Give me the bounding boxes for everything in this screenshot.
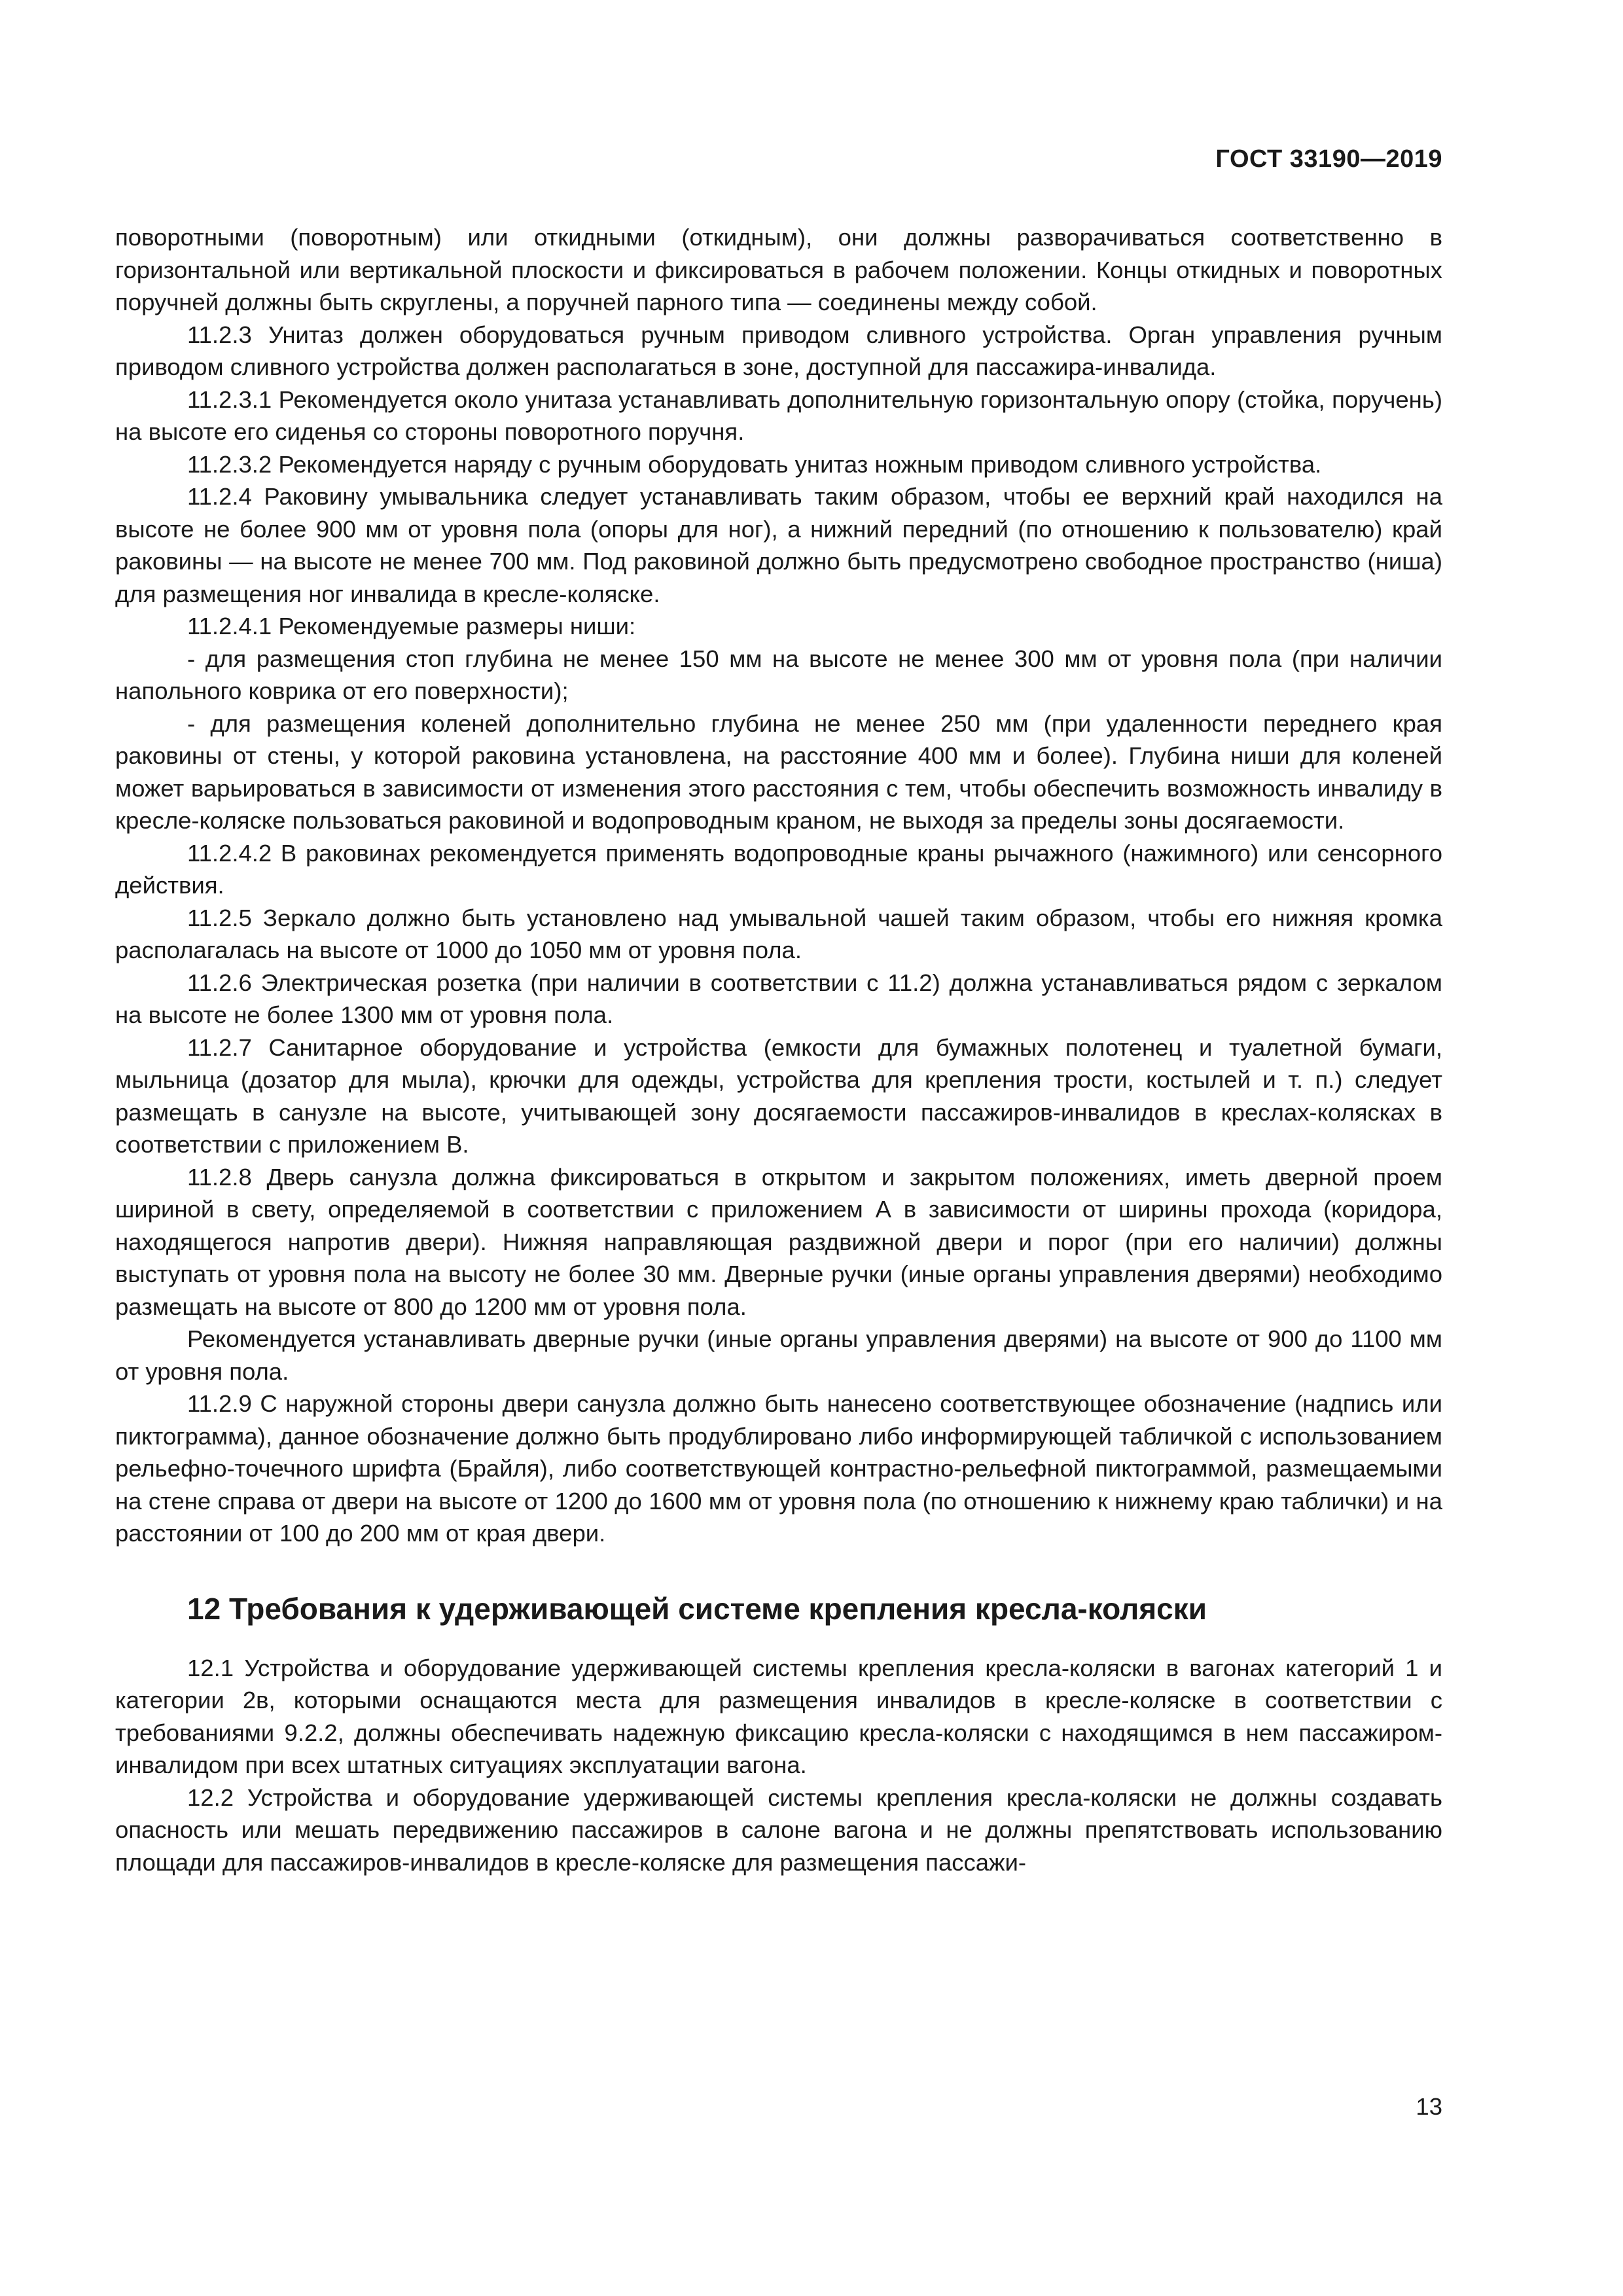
clause-11-2-6: 11.2.6 Электрическая розетка (при наличии в соответствии с 11.2) должна устанавливаться рядом с зеркалом на высоте не более 1300 мм от уровня пола. (115, 969, 1442, 1028)
page-number: 13 (1416, 2093, 1442, 2120)
clause-11-2-8-recommendation: Рекомендуется устанавливать дверные ручки (иные органы управления дверями) на высоте от 900 до 1100 мм от уровня пола. (115, 1325, 1442, 1385)
clause-11-2-4-1: 11.2.4.1 Рекомендуемые размеры ниши: (187, 613, 636, 639)
list-item-feet: - для размещения стоп глубина не менее 150 мм на высоте не менее 300 мм от уровня пола (при наличии напольного коврика от его поверхности); (115, 645, 1442, 704)
clause-11-2-4: 11.2.4 Раковину умывальника следует устанавливать таким образом, чтобы ее верхний край находился на высоте не более 900 мм от уровня пола (опоры для ног), а нижний передний (по отношению к пользователю) край раковины — на высоте не менее 700 мм. Под раковиной должно быть предусмотрено свободное пространство (ниша) для размещения ног инвалида в кресле-коляске. (115, 483, 1442, 607)
clause-11-2-8: 11.2.8 Дверь санузла должна фиксироваться в открытом и закрытом положениях, иметь дверной проем шириной в свету, определяемой в соответствии с приложением А в зависимости от ширины прохода (коридора, находящегося напротив двери). Нижняя направляющая раздвижной двери и порог (при его наличии) должны выступать от уровня пола на высоту не более 30 мм. Дверные ручки (иные органы управления дверями) необходимо размещать на высоте от 800 до 1200 мм от уровня пола. (115, 1163, 1442, 1320)
section-12-heading: 12 Требования к удерживающей системе крепления кресла-коляски (187, 1591, 1207, 1626)
clause-11-2-4-2: 11.2.4.2 В раковинах рекомендуется применять водопроводные краны рычажного (нажимного) или сенсорного действия. (115, 839, 1442, 899)
clause-11-2-3-1: 11.2.3.1 Рекомендуется около унитаза устанавливать дополнительную горизонтальную опору (стойка, поручень) на высоте его сиденья со стороны поворотного поручня. (115, 386, 1442, 445)
list-item-knees: - для размещения коленей дополнительно глубина не менее 250 мм (при удаленности переднего края раковины от стены, у которой раковина установлена, на расстояние 400 мм и более). Глубина ниши для коленей может варьироваться в зависимости от изменения этого расстояния с тем, чтобы обеспечить возможность инвалиду в кресле-коляске пользоваться раковиной и водопроводным краном, не выходя за пределы зоны досягаемости. (115, 709, 1442, 834)
clause-11-2-5: 11.2.5 Зеркало должно быть установлено над умывальной чашей таким образом, чтобы его нижняя кромка располагалась на высоте от 1000 до 1050 мм от уровня пола. (115, 904, 1442, 963)
clause-12-2: 12.2 Устройства и оборудование удерживающей системы крепления кресла-коляски не должны создавать опасность или мешать передвижению пассажиров в салоне вагона и не должны препятствовать использованию площади для пассажиров-инвалидов в кресле-коляске для размещения пассажи- (115, 1784, 1442, 1876)
clause-11-2-3-2: 11.2.3.2 Рекомендуется наряду с ручным оборудовать унитаз ножным приводом сливного устройства. (187, 450, 1322, 478)
clause-11-2-3: 11.2.3 Унитаз должен оборудоваться ручным приводом сливного устройства. Орган управления ручным приводом сливного устройства должен располагаться в зоне, доступной для пассажира-инвалида. (115, 321, 1442, 380)
paragraph-continuation: поворотными (поворотным) или откидными (откидным), они должны разворачиваться соответственно в горизонтальной или вертикальной плоскости и фиксироваться в рабочем положении. Концы откидных и поворотных поручней должны быть скруглены, а поручней парного типа — соединены между собой. (115, 224, 1442, 315)
standard-code-header: ГОСТ 33190—2019 (1215, 145, 1442, 173)
document-body (115, 221, 1442, 1878)
clause-11-2-7: 11.2.7 Санитарное оборудование и устройства (емкости для бумажных полотенец и туалетной бумаги, мыльница (дозатор для мыла), крючки для одежды, устройства для крепления трости, костылей и т. п.) следует размещать в санузле на высоте, учитывающей зону досягаемости пассажиров-инвалидов в креслах-колясках в соответствии с приложением В. (115, 1033, 1442, 1158)
clause-11-2-9: 11.2.9 С наружной стороны двери санузла должно быть нанесено соответствующее обозначение (надпись или пиктограмма), данное обозначение должно быть продублировано либо информирующей табличкой с использованием рельефно-точечного шрифта (Брайля), либо соответствующей контрастно-рельефной пиктограммой, размещаемыми на стене справа от двери на высоте от 1200 до 1600 мм от уровня пола (по отношению к нижнему краю таблички) и на расстоянии от 100 до 200 мм от края двери. (115, 1390, 1442, 1547)
clause-12-1: 12.1 Устройства и оборудование удерживающей системы крепления кресла-коляски в вагонах категорий 1 и категории 2в, которыми оснащаются места для размещения инвалидов в кресле-коляске в соответствии с требованиями 9.2.2, должны обеспечивать надежную фиксацию кресла-коляски с находящимся в нем пассажиром-инвалидом при всех штатных ситуациях эксплуатации вагона. (115, 1654, 1442, 1778)
